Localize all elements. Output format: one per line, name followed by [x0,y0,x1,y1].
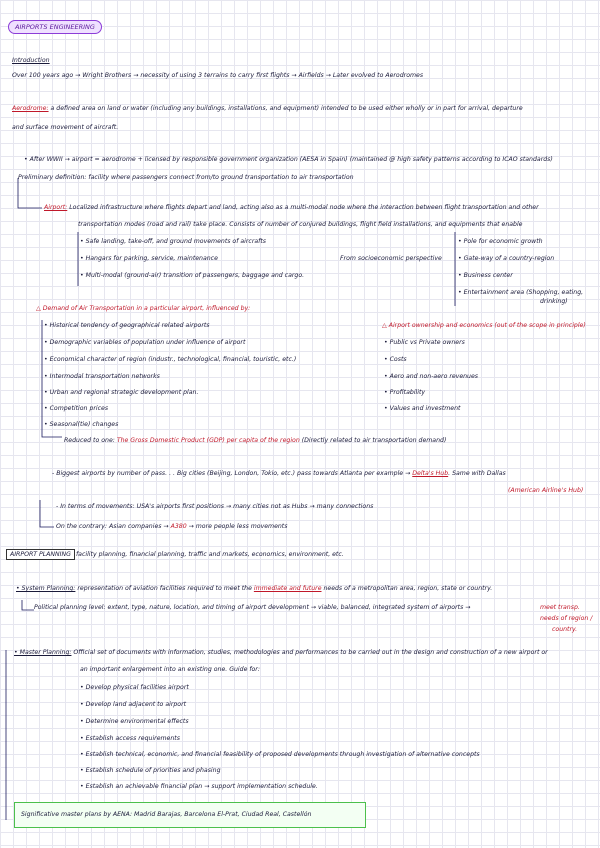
master-def1: Official set of documents with information, studies, methodologies and performances to be carried out in the design and construction of a new airport or [73,649,548,656]
preliminary-definition: Preliminary definition: facility where passengers connect from/to ground transportation to air transportation [18,174,354,181]
contrary-prefix: On the contrary: Asian companies → [56,523,169,530]
significative-plans-text: Significative master plans by AENA: Madrid Barajas, Barcelona El-Prat, Ciudad Real, Castellón [21,811,312,818]
socioeconomic-label: From socioeconomic perspective [340,255,442,262]
system-def-c: needs of a metropolitan area, region, state or country. [321,585,493,592]
page-title: AIRPORTS ENGINEERING [8,20,102,34]
socio-item: drinking) [540,298,568,305]
master-item: • Establish schedule of priorities and phasing [80,767,221,774]
political-line: Political planning level: extent, type, nature, location, and timing of airport development → viable, balanced, integrated system of airports → [34,604,471,611]
socio-item: • Business center [458,272,513,279]
meet-text: country. [552,626,578,633]
socio-item: • Gate-way of a country-region [458,255,555,262]
ownership-item: • Values and investment [384,405,461,412]
ownership-item: • Costs [384,356,407,363]
system-planning-line [16,585,492,593]
demand-item: • Intermodal transportation networks [44,373,160,380]
demand-heading: △ Demand of Air Transportation in a particular airport, influenced by: [36,305,251,312]
master-planning-line2: an important enlargement into an existing one. Guide for: [80,666,260,673]
system-def-a: representation of aviation facilities required to meet the [75,585,254,592]
ownership-heading: △ Airport ownership and economics (out of the scope in principle) [382,322,586,329]
gdp-text: The Gross Domestic Product (GDP) per capita of the region [116,437,300,444]
contrary-end: → more people less movements [188,523,288,530]
master-item: • Develop physical facilities airport [80,684,189,691]
demand-item: • Competition prices [44,405,109,412]
master-item: • Determine environmental effects [80,718,189,725]
after-ww2-line: • After WWII → airport = aerodrome + licensed by responsible government organization (AESA in Spain) (maintained @ high safety patterns according to ICAO standards) [24,156,553,163]
demand-item: • Urban and regional strategic development plan. [44,389,199,396]
airport-term: Airport: [44,204,68,211]
master-item: • Establish access requirements [80,735,180,742]
enable-item: • Multi-modal (ground-air) transition of passengers, baggage and cargo. [80,272,305,279]
biggest-text: - Biggest airports by number of pass. . . Big cities (Beijing, London, Tokio, etc.) pass towards Atlanta per example → [52,470,411,477]
ownership-item: • Public vs Private owners [384,339,465,346]
airport-definition-line1 [44,204,539,212]
biggest-end: . Same with Dallas [448,470,506,477]
enable-item: • Hangars for parking, service, maintenance [80,255,218,262]
master-term: • Master Planning: [14,649,72,656]
system-term: • System Planning: [16,585,76,592]
meet-text: needs of region / [540,615,593,622]
ownership-item: • Aero and non-aero revenues [384,373,479,380]
airport-def-text: Localized infrastructure where flights depart and land, acting also as a multi-modal node where the interaction between flight transportation and other [67,204,539,211]
a380-text: A380 [170,523,187,530]
aerodrome-definition-line1 [12,105,523,113]
demand-item: • Seasonal(tie) changes [44,421,119,428]
reduced-line [64,437,446,445]
master-item: • Establish an achievable financial plan → support implementation schedule. [80,783,318,790]
socio-item: • Pole for economic growth [458,238,543,245]
master-item: • Develop land adjacent to airport [80,701,187,708]
demand-item: • Economical character of region (industr., technological, financial, touristic, etc.) [44,356,297,363]
delta-hub: Delta's Hub [412,470,449,477]
demand-item: • Historical tendency of geographical related airports [44,322,210,329]
intro-heading: Introduction [12,57,50,64]
aerodrome-term: Aerodrome: [12,105,49,112]
socio-item: • Entertainment area (Shopping, eating, [458,289,584,296]
contrary-line [56,523,287,531]
system-def-b: immediate and future [253,585,322,592]
airport-definition-line2: transportation modes (road and rail) take place. Consists of number of conjured buildings, flight field installations, and equipments that enable [78,221,523,228]
planning-label: AIRPORT PLANNING [6,549,75,560]
reduced-suffix: (Directly related to air transportation demand) [301,437,447,444]
enable-item: • Safe landing, take-off, and ground movements of aircrafts [80,238,266,245]
demand-item: • Demographic variables of population under influence of airport [44,339,246,346]
master-planning-line1 [14,649,548,657]
planning-description: facility planning, financial planning, traffic and markets, economics, environment, etc. [76,551,344,558]
master-item: • Establish technical, economic, and financial feasibility of proposed developments through investigation of alternative concepts [80,751,480,758]
ownership-item: • Profitability [384,389,426,396]
intro-history-line: Over 100 years ago → Wright Brothers → necessity of using 3 terrains to carry first flights → Airfields → Later evolved to Aerodromes [12,72,424,79]
aerodrome-definition-line2: and surface movement of aircraft. [12,124,119,131]
significative-plans-box [14,802,366,828]
aerodrome-def-text: a defined area on land or water (including any buildings, installations, and equipment) intended to be used either wholly or in part for arrival, departure [48,105,523,112]
biggest-airports-line [52,470,506,478]
american-hub: (American Airline's Hub) [508,487,584,494]
meet-text: meet transp. [540,604,580,611]
reduced-prefix: Reduced to one: [64,437,115,444]
movements-line: - In terms of movements: USA's airports first positions → many cities not as Hubs → many connections [56,503,374,510]
